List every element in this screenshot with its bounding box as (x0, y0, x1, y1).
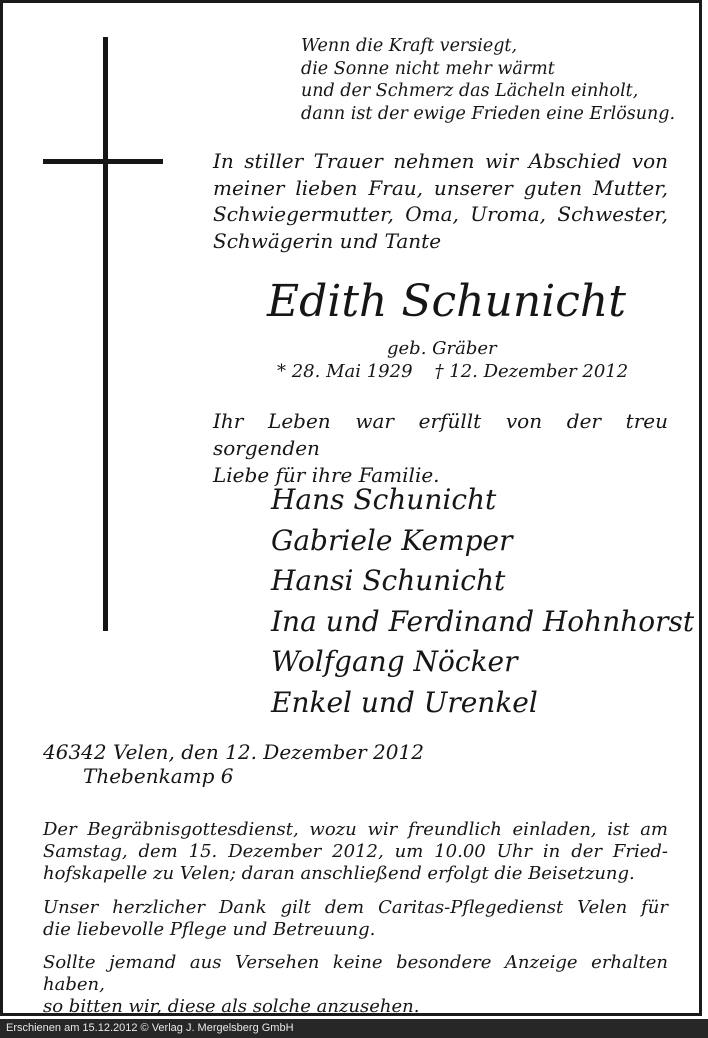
funeral-notice-line: Samstag, dem 15. Dezember 2012, um 10.00 Uhr in der Fried- (43, 841, 668, 862)
intro-line: Schwiegermutter, Oma, Uroma, Schwester, (213, 202, 668, 226)
deceased-name: Edith Schunicht (267, 276, 626, 327)
place-date: 46342 Velen, den 12. Dezember 2012 (43, 740, 424, 764)
tribute-text (213, 408, 668, 489)
thanks-notice-line: die liebevolle Pflege und Betreuung. (43, 919, 376, 940)
survivor-name: Gabriele Kemper (271, 523, 513, 557)
apology-notice-line: Sollte jemand aus Versehen keine besondere Anzeige erhalten haben, (43, 952, 668, 995)
birth-date: * 28. Mai 1929 (277, 361, 413, 382)
tribute-line: Liebe für ihre Familie. (213, 463, 440, 487)
intro-line: meiner lieben Frau, unserer guten Mutter, (213, 175, 668, 200)
maiden-name: geb. Gräber (387, 338, 497, 359)
survivor-name: Enkel und Urenkel (271, 685, 538, 719)
poem-line: die Sonne nicht mehr wärmt (301, 58, 555, 79)
thanks-notice (43, 897, 668, 941)
apology-notice-line: so bitten wir, diese als solche anzusehen. (43, 996, 420, 1017)
cross-horizontal-bar (43, 159, 163, 164)
intro-text (213, 148, 668, 254)
poem-line: dann ist der ewige Frieden eine Erlösung. (301, 103, 676, 124)
tribute-line: Ihr Leben war erfüllt von der treu sorgenden (213, 409, 668, 460)
death-date: † 12. Dezember 2012 (434, 361, 629, 382)
survivor-name: Hansi Schunicht (271, 564, 506, 597)
publication-footer: Erschienen am 15.12.2012 © Verlag J. Mergelsberg GmbH (0, 1019, 708, 1038)
intro-line: In stiller Trauer nehmen wir Abschied von (213, 149, 668, 173)
survivor-name: Ina und Ferdinand Hohnhorst (271, 604, 695, 638)
poem-line: und der Schmerz das Lächeln einholt, (301, 81, 639, 101)
intro-line: Schwägerin und Tante (213, 228, 442, 253)
thanks-notice-line: Unser herzlicher Dank gilt dem Caritas-Pflegedienst Velen für (43, 897, 668, 918)
cross-vertical-bar (103, 37, 108, 631)
life-dates (277, 361, 628, 383)
funeral-notice-line: hofskapelle zu Velen; daran anschließend erfolgt die Beisetzung. (43, 863, 635, 884)
survivor-name: Wolfgang Nöcker (271, 645, 518, 678)
funeral-notice-line: Der Begräbnisgottesdienst, wozu wir freundlich einladen, ist am (43, 819, 668, 840)
funeral-notice (43, 819, 668, 885)
address-block (43, 740, 424, 788)
poem-line: Wenn die Kraft versiegt, (301, 36, 518, 56)
poem (301, 35, 675, 125)
survivor-name: Hans Schunicht (271, 483, 497, 516)
apology-notice (43, 952, 668, 1018)
street-address: Thebenkamp 6 (83, 764, 234, 788)
survivors-list (271, 480, 694, 723)
